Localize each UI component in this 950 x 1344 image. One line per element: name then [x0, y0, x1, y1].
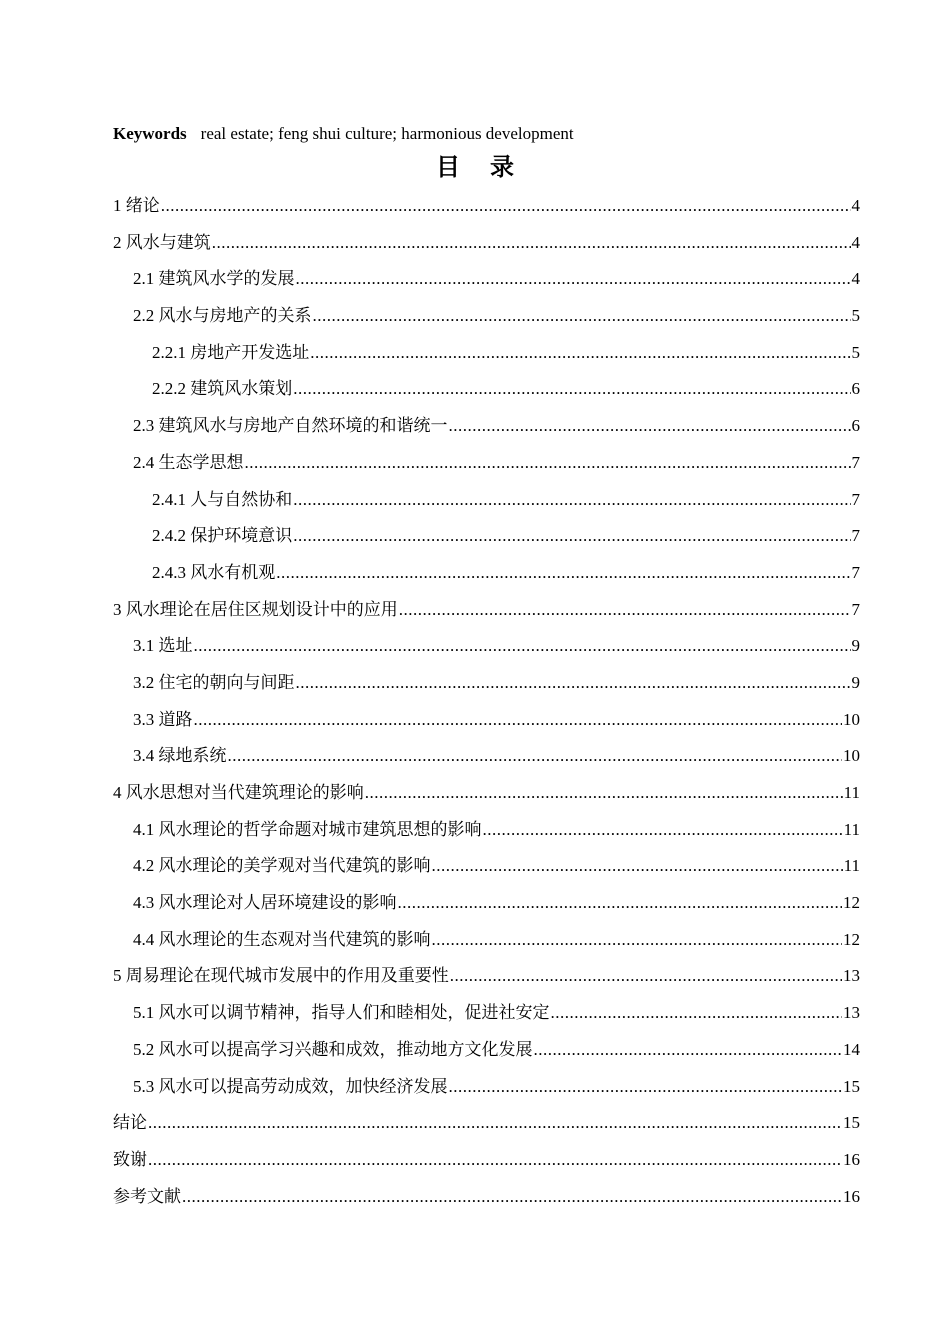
toc-dot-leader — [161, 188, 851, 225]
toc-entry-title: 参考文献 — [113, 1186, 181, 1206]
toc-entry-title: 结论 — [113, 1113, 147, 1133]
toc-entry[interactable] — [113, 225, 860, 262]
toc-entry-title: 5 周易理论在现代城市发展中的作用及重要性 — [113, 966, 449, 986]
toc-entry-title: 3.4 绿地系统 — [133, 746, 227, 766]
toc-dot-leader — [365, 775, 843, 812]
toc-entry-title: 3.3 道路 — [133, 709, 193, 729]
toc-entry-title: 4.2 风水理论的美学观对当代建筑的影响 — [133, 856, 431, 876]
toc-entry[interactable] — [113, 738, 860, 775]
toc-entry-page: 11 — [843, 783, 860, 802]
toc-dot-leader — [483, 812, 843, 849]
toc-entry-page: 13 — [843, 966, 860, 986]
toc-entry-page: 16 — [843, 1149, 860, 1169]
toc-dot-leader — [293, 482, 850, 519]
toc-entry-title: 2.4.2 保护环境意识 — [152, 526, 293, 546]
toc-entry-title: 2.2.2 建筑风水策划 — [152, 379, 293, 399]
toc-dot-leader — [194, 628, 851, 665]
toc-dot-leader — [293, 371, 850, 408]
toc-entry-title: 3.1 选址 — [133, 636, 193, 656]
toc-entry[interactable] — [113, 1179, 860, 1216]
toc-entry-page: 15 — [843, 1113, 860, 1133]
toc-dot-leader — [432, 922, 843, 959]
toc-entry[interactable] — [113, 188, 860, 225]
toc-entry-title: 4.1 风水理论的哲学命题对城市建筑思想的影响 — [133, 819, 482, 839]
toc-dot-leader — [449, 408, 851, 445]
toc-entry-title: 2.1 建筑风水学的发展 — [133, 269, 295, 289]
toc-entry-page: 6 — [851, 416, 860, 436]
toc-dot-leader — [449, 1069, 843, 1106]
toc-entry-page: 11 — [843, 856, 860, 876]
toc-entry-page: 7 — [851, 526, 860, 546]
toc-entry-page: 14 — [843, 1039, 860, 1059]
toc-entry[interactable] — [113, 555, 860, 592]
toc-entry[interactable] — [113, 335, 860, 372]
toc-entry[interactable] — [113, 848, 860, 885]
toc-entry[interactable] — [113, 518, 860, 555]
toc-entry[interactable] — [113, 261, 860, 298]
toc-entry-title: 4.4 风水理论的生态观对当代建筑的影响 — [133, 929, 431, 949]
toc-entry-page: 7 — [851, 489, 860, 509]
toc-entry-page: 5 — [851, 306, 860, 326]
keywords-line — [113, 122, 574, 146]
toc-entry[interactable] — [113, 1105, 860, 1142]
toc-entry-page: 10 — [843, 709, 860, 729]
table-of-contents — [113, 188, 860, 1215]
toc-entry-title: 4 风水思想对当代建筑理论的影响 — [113, 783, 364, 802]
toc-dot-leader — [194, 702, 843, 739]
toc-dot-leader — [276, 555, 850, 592]
toc-dot-leader — [399, 592, 851, 629]
toc-entry-page: 4 — [851, 232, 860, 252]
toc-dot-leader — [245, 445, 851, 482]
toc-entry-title: 4.3 风水理论对人居环境建设的影响 — [133, 893, 397, 913]
toc-entry-title: 2.3 建筑风水与房地产自然环境的和谐统一 — [133, 416, 448, 436]
toc-entry[interactable] — [113, 1032, 860, 1069]
toc-entry-title: 2.4 生态学思想 — [133, 452, 244, 472]
toc-entry-page: 7 — [851, 452, 860, 472]
toc-title: 目录 — [436, 153, 544, 181]
toc-entry[interactable] — [113, 408, 860, 445]
toc-entry-title: 5.1 风水可以调节精神，指导人们和睦相处，促进社安定 — [133, 1003, 550, 1023]
toc-entry[interactable] — [113, 665, 860, 702]
toc-entry[interactable] — [113, 995, 860, 1032]
toc-entry[interactable] — [113, 1142, 860, 1179]
toc-dot-leader — [432, 848, 843, 885]
toc-entry-page: 4 — [851, 196, 860, 215]
toc-entry[interactable] — [113, 958, 860, 995]
toc-dot-leader — [212, 225, 851, 262]
toc-entry-page: 7 — [851, 562, 860, 582]
toc-entry-title: 2.2.1 房地产开发选址 — [152, 342, 310, 362]
toc-entry[interactable] — [113, 1069, 860, 1106]
keywords-label: Keywords — [113, 124, 187, 143]
toc-entry-page: 11 — [843, 819, 860, 839]
toc-entry[interactable] — [113, 922, 860, 959]
toc-entry-page: 10 — [843, 746, 860, 766]
toc-entry-title: 3.2 住宅的朝向与间距 — [133, 672, 295, 692]
toc-entry[interactable] — [113, 702, 860, 739]
toc-entry-page: 15 — [843, 1076, 860, 1096]
toc-dot-leader — [534, 1032, 843, 1069]
toc-dot-leader — [182, 1179, 842, 1216]
toc-entry-page: 6 — [851, 379, 860, 399]
toc-dot-leader — [310, 335, 850, 372]
toc-entry[interactable] — [113, 628, 860, 665]
toc-entry-title: 3 风水理论在居住区规划设计中的应用 — [113, 599, 398, 619]
toc-entry[interactable] — [113, 812, 860, 849]
toc-entry-page: 12 — [843, 893, 860, 913]
toc-entry-title: 5.2 风水可以提高学习兴趣和成效，推动地方文化发展 — [133, 1039, 533, 1059]
toc-entry-title: 5.3 风水可以提高劳动成效，加快经济发展 — [133, 1076, 448, 1096]
toc-entry-title: 2 风水与建筑 — [113, 232, 211, 252]
keywords-text: real estate; feng shui culture; harmonious development — [200, 124, 574, 143]
toc-dot-leader — [450, 958, 842, 995]
toc-entry[interactable] — [113, 298, 860, 335]
toc-dot-leader — [296, 665, 851, 702]
toc-entry-page: 5 — [851, 342, 860, 362]
toc-dot-leader — [551, 995, 843, 1032]
toc-dot-leader — [148, 1142, 842, 1179]
toc-entry-page: 4 — [851, 269, 860, 289]
toc-dot-leader — [228, 738, 843, 775]
toc-entry-page: 9 — [851, 636, 860, 656]
toc-dot-leader — [148, 1105, 842, 1142]
toc-dot-leader — [313, 298, 851, 335]
toc-entry[interactable] — [113, 482, 860, 519]
toc-entry-page: 16 — [843, 1186, 860, 1206]
toc-dot-leader — [398, 885, 843, 922]
toc-entry-page: 13 — [843, 1003, 860, 1023]
toc-dot-leader — [293, 518, 850, 555]
toc-entry-page: 9 — [851, 672, 860, 692]
toc-entry[interactable] — [113, 885, 860, 922]
toc-entry-title: 1 绪论 — [113, 196, 160, 215]
toc-entry[interactable] — [113, 445, 860, 482]
toc-entry-title: 致谢 — [113, 1149, 147, 1169]
toc-entry[interactable] — [113, 775, 860, 812]
toc-entry[interactable] — [113, 371, 860, 408]
toc-entry-page: 7 — [851, 599, 860, 619]
toc-entry-title: 2.2 风水与房地产的关系 — [133, 306, 312, 326]
toc-entry-page: 12 — [843, 929, 860, 949]
toc-dot-leader — [296, 261, 851, 298]
toc-entry-title: 2.4.1 人与自然协和 — [152, 489, 293, 509]
toc-entry-title: 2.4.3 风水有机观 — [152, 562, 276, 582]
toc-entry[interactable] — [113, 592, 860, 629]
